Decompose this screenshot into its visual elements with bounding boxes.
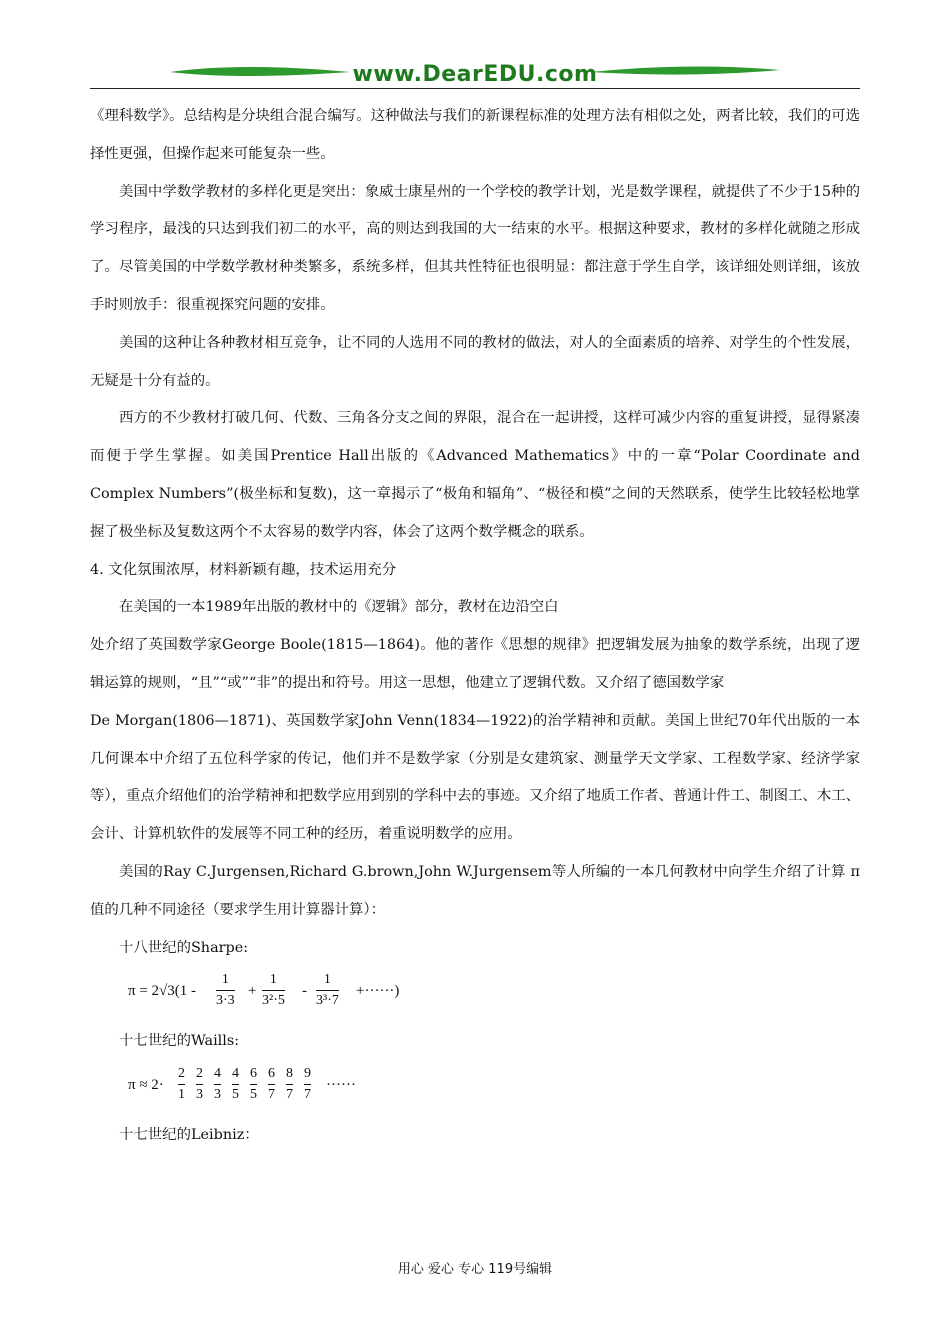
formula-lhs: π = 2√3(1 - [128,983,197,1000]
paragraph-8: 美国的Ray C.Jurgensen,Richard G.brown,John W.Jurgensem等人所编的一本几何教材中向学生介绍了计算 π 值的几种不同途径（要求学生用计算器计算）： [90,863,860,918]
site-header-logo [90,58,860,90]
formula-tail: +······) [356,983,400,1000]
formula-lhs: π ≈ 2· [128,1077,164,1094]
fraction [262,971,285,1010]
fraction-bar [304,1084,311,1085]
fraction-numerator: 9 [304,1066,311,1082]
sharpe-label: 十八世纪的Sharpe: [119,939,249,956]
paragraph-6: 处介绍了英国数学家George Boole(1815—1864)。他的著作《思想的规律》把逻辑发展为抽象的数学系统，出现了逻辑运算的规则，“且”“或”“非”的提出和符号。用这一思想，他建立了逻辑代数。又介绍了德国数学家 [90,637,860,691]
leibniz-label: 十七世纪的Leibniz： [119,1127,259,1144]
fraction [316,971,339,1010]
logo-text: www.DearEDU.com [352,62,598,87]
fraction-bar [214,1084,221,1085]
fraction-denominator: 1 [178,1087,185,1103]
fraction [304,1065,311,1104]
fraction-bar [316,990,339,991]
paragraph-2: 美国中学数学教材的多样化更是突出：象威士康星州的一个学校的教学计划，光是数学课程，就提供了不少于15种的学习程序，最浅的只达到我们初二的水平，高的则达到我国的大一结束的水平。根据这种要求，教材的多样化就随之形成了。尽管美国的中学数学教材种类繁多，系统多样，但其共性特征也很明显：都注意于学生自学，该详细处则详细，该放手时则放手：很重视探究问题的安排。 [90,183,860,313]
paragraph-3: 美国的这种让各种教材相互竞争，让不同的人选用不同的教材的做法，对人的全面素质的培养、对学生的个性发展，无疑是十分有益的。 [90,334,860,389]
formula-operator: + [248,983,257,1000]
fraction-denominator: 7 [268,1087,275,1103]
fraction-denominator: 7 [286,1087,293,1103]
document-body [90,98,860,1155]
fraction [250,1065,257,1104]
fraction [214,1065,221,1104]
fraction-numerator: 1 [323,972,331,988]
fraction [178,1065,185,1104]
fraction-numerator: 2 [196,1066,203,1082]
paragraph-1: 《理科数学》。总结构是分块组合混合编写。这种做法与我们的新课程标准的处理方法有相似之处，两者比较，我们的可选择性更强，但操作起来可能复杂一些。 [90,108,860,162]
fraction-bar [286,1084,293,1085]
fraction-bar [262,990,285,991]
fraction-denominator: 7 [304,1087,311,1103]
fraction [286,1065,293,1104]
fraction [232,1065,239,1104]
wallis-formula [128,1065,860,1109]
paragraph-4: 西方的不少教材打破几何、代数、三角各分支之间的界限，混合在一起讲授，这样可减少内容的重复讲授，显得紧凑而便于学生掌握。如美国Prentice Hall出版的《Advanced Mathematics》中的一章“Polar Coordinate and Complex Numbers”(极坐标和复数)，这一章揭示了“极角和辐角”、“极径和模”之间的天然联系，使学生比较轻松地掌握了极坐标及复数这两个不太容易的数学内容，体会了这两个数学概念的联系。 [90,410,860,540]
fraction-numerator: 6 [250,1066,257,1082]
fraction-denominator: 3²·5 [262,993,285,1009]
formula-tail: ······ [326,1077,356,1094]
fraction-numerator: 6 [268,1066,275,1082]
wallis-label: 十七世纪的Waills: [119,1033,240,1050]
fraction-bar [196,1084,203,1085]
paragraph-5: 在美国的一本1989年出版的教材中的《逻辑》部分，教材在边沿空白 [119,599,559,616]
fraction-numerator: 1 [269,972,277,988]
fraction-denominator: 5 [250,1087,257,1103]
fraction [216,971,235,1010]
section-heading: 4. 文化氛围浓厚，材料新颖有趣，技术运用充分 [90,561,397,578]
fraction-denominator: 3 [196,1087,203,1103]
fraction-numerator: 2 [178,1066,185,1082]
fraction-denominator: 5 [232,1087,239,1103]
fraction-bar [178,1084,185,1085]
sharpe-formula [128,971,860,1015]
fraction-denominator: 3 [214,1087,221,1103]
fraction-bar [216,990,235,991]
fraction-denominator: 3³·7 [316,993,339,1009]
fraction [268,1065,275,1104]
fraction-bar [232,1084,239,1085]
fraction-numerator: 4 [214,1066,221,1082]
paragraph-7: De Morgan(1806—1871)、英国数学家John Venn(1834—1922)的治学精神和贡献。美国上世纪70年代出版的一本几何课本中介绍了五位科学家的传记，他们并不是数学家（分别是女建筑家、测量学天文学家、工程数学家、经济学家等），重点介绍他们的治学精神和把数学应用到别的学科中去的事迹。又介绍了地质工作者、普通计件工、制图工、木工、会计、计算机软件的发展等不同工种的经历，着重说明数学的应用。 [90,712,860,843]
fraction-denominator: 3·3 [216,993,235,1009]
formula-operator: - [302,983,307,1000]
fraction-numerator: 4 [232,1066,239,1082]
fraction [196,1065,203,1104]
header-divider [90,88,860,89]
fraction-bar [250,1084,257,1085]
fraction-numerator: 1 [221,972,229,988]
page-footer: 用心 爱心 专心 119号编辑 [397,1262,553,1277]
fraction-numerator: 8 [286,1066,293,1082]
fraction-bar [268,1084,275,1085]
